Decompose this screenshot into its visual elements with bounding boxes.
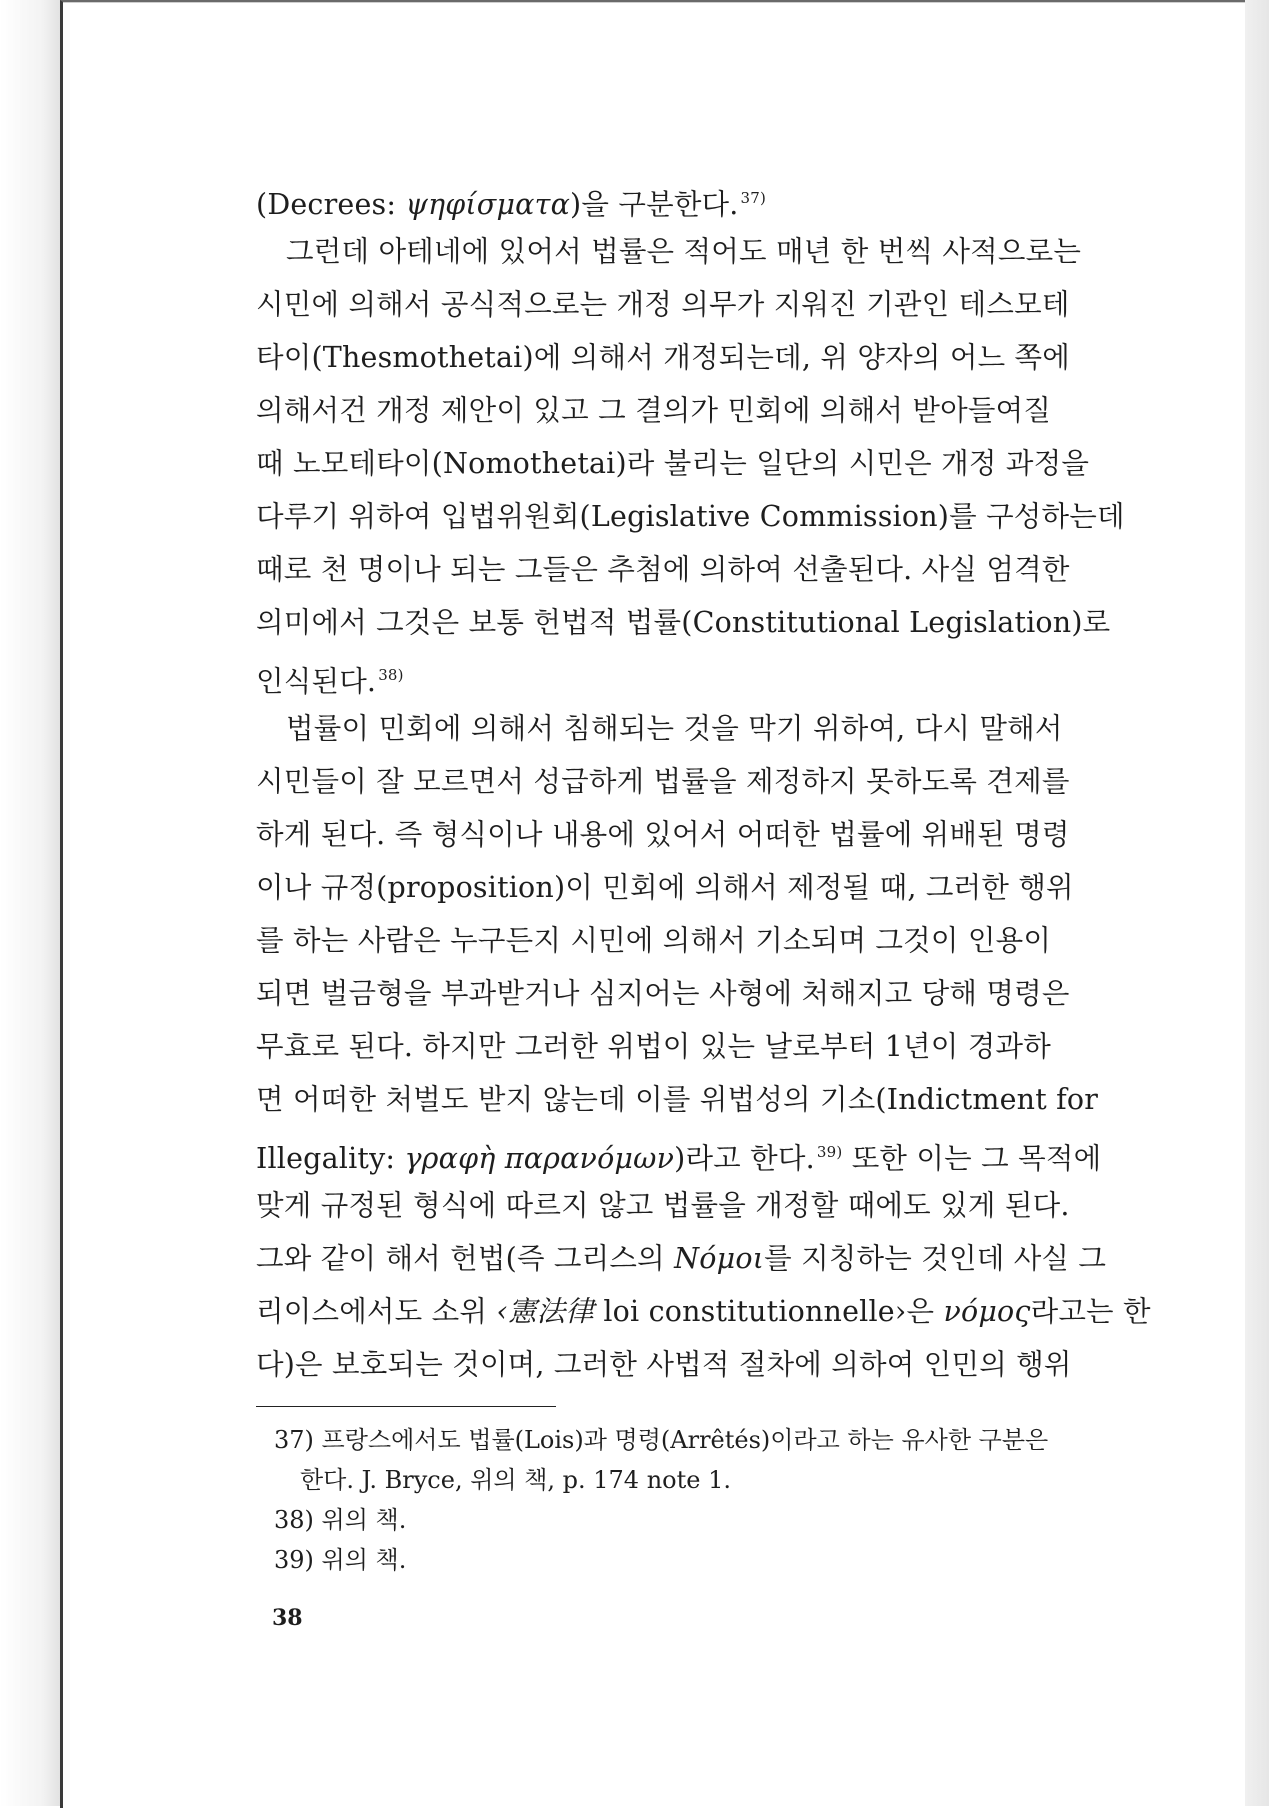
body-line	[256, 1020, 1112, 1073]
text-run: 면 어떠한 처벌도 받지 않는데 이를 위법성의 기소(Indictment for	[256, 1083, 1099, 1116]
body-text	[256, 172, 1151, 1391]
text-run: 를 지칭하는 것인데 사실 그	[764, 1242, 1107, 1275]
footnote-reference: 38)	[378, 666, 404, 684]
text-run: 또한 이는 그 목적에	[842, 1142, 1102, 1175]
body-line	[256, 702, 1112, 755]
text-run: 때 노모테타이(Nomothetai)라 불리는 일단의 시민은 개정 과정을	[256, 447, 1090, 480]
text-run: 리이스에서도 소위	[256, 1295, 497, 1328]
text-run: 시민들이 잘 모르면서 성급하게 법률을 제정하지 못하도록 견제를	[256, 765, 1070, 798]
text-run: 의미에서 그것은 보통 헌법적 법률(Constitutional Legislation)로	[256, 606, 1111, 639]
text-run: 다)은 보호되는 것이며, 그러한 사법적 절차에 의하여 인민의 행위	[256, 1348, 1072, 1381]
text-run: )을 구분한다.	[570, 188, 739, 221]
footnote-line: 37) 프랑스에서도 법률(Lois)과 명령(Arrêtés)이라고 하는 유사한 구분은	[274, 1426, 1049, 1454]
body-line	[256, 331, 1112, 384]
body-line	[256, 1285, 1151, 1338]
text-run: 이나 규정(proposition)이 민회에 의해서 제정될 때, 그러한 행위	[256, 871, 1074, 904]
body-line	[256, 1073, 1112, 1126]
body-line	[256, 1338, 1112, 1391]
text-run: 를 하는 사람은 누구든지 시민에 의해서 기소되며 그것이 인용이	[256, 924, 1052, 957]
text-run: )라고 한다.	[674, 1142, 815, 1175]
body-line	[256, 384, 1112, 437]
page-number: 38	[272, 1605, 303, 1631]
text-run: (Decrees:	[256, 188, 406, 221]
body-line	[256, 1179, 1112, 1232]
greek-term: ‹憲法律	[496, 1295, 595, 1328]
greek-term: ψηφίσματα	[405, 188, 571, 221]
body-line	[256, 1126, 1112, 1179]
body-line	[256, 172, 1112, 225]
greek-term: νόμος	[943, 1295, 1031, 1328]
body-line	[256, 808, 1112, 861]
greek-term: γραφὴ παρανόμων	[404, 1142, 675, 1175]
text-run: 맞게 규정된 형식에 따르지 않고 법률을 개정할 때에도 있게 된다.	[256, 1189, 1070, 1222]
footnote-line: 38) 위의 책.	[274, 1506, 407, 1534]
book-spine-shadow	[0, 0, 60, 1806]
footnotes	[274, 1420, 1112, 1580]
text-run: 인식된다.	[256, 665, 377, 698]
footnote-reference: 39)	[816, 1143, 843, 1161]
body-line	[256, 1232, 1112, 1285]
text-run: 라고는 한	[1030, 1295, 1151, 1328]
text-run: 하게 된다. 즉 형식이나 내용에 있어서 어떠한 법률에 위배된 명령	[256, 818, 1070, 851]
text-run: 무효로 된다. 하지만 그러한 위법이 있는 날로부터 1년이 경과하	[256, 1030, 1051, 1063]
text-run: loi constitutionnelle›은	[594, 1295, 944, 1328]
text-run: 법률이 민회에 의해서 침해되는 것을 막기 위하여, 다시 말해서	[286, 712, 1063, 745]
text-run: 그와 같이 해서 헌법(즉 그리스의	[256, 1242, 675, 1275]
body-line	[256, 543, 1112, 596]
body-line	[256, 278, 1112, 331]
text-run: 시민에 의해서 공식적으로는 개정 의무가 지워진 기관인 테스모테	[256, 288, 1070, 321]
text-run: 타이(Thesmothetai)에 의해서 개정되는데, 위 양자의 어느 쪽에	[256, 341, 1071, 374]
text-run: 되면 벌금형을 부과받거나 심지어는 사형에 처해지고 당해 명령은	[256, 977, 1070, 1010]
body-line	[256, 967, 1112, 1020]
text-run: 다루기 위하여 입법위원회(Legislative Commission)를 구성하는데	[256, 500, 1125, 533]
footnote-line: 한다. J. Bryce, 위의 책, p. 174 note 1.	[300, 1466, 731, 1494]
text-run: 때로 천 명이나 되는 그들은 추첨에 의하여 선출된다. 사실 엄격한	[256, 553, 1070, 586]
text-run: 그런데 아테네에 있어서 법률은 적어도 매년 한 번씩 사적으로는	[286, 235, 1082, 268]
body-line	[256, 437, 1112, 490]
footnote-reference: 37)	[740, 189, 767, 207]
body-line	[256, 649, 1112, 702]
body-line	[256, 861, 1112, 914]
text-run: 의해서건 개정 제안이 있고 그 결의가 민회에 의해서 받아들여질	[256, 394, 1052, 427]
body-line	[256, 914, 1112, 967]
footnote-line: 39) 위의 책.	[274, 1546, 407, 1574]
body-line	[256, 490, 1125, 543]
footnote-divider	[256, 1406, 556, 1407]
body-line	[256, 755, 1112, 808]
body-line	[256, 225, 1112, 278]
body-line	[256, 596, 1112, 649]
greek-term: Νόμοι	[674, 1242, 765, 1275]
text-run: Illegality:	[256, 1142, 405, 1175]
page-right-margin	[1245, 0, 1269, 1806]
